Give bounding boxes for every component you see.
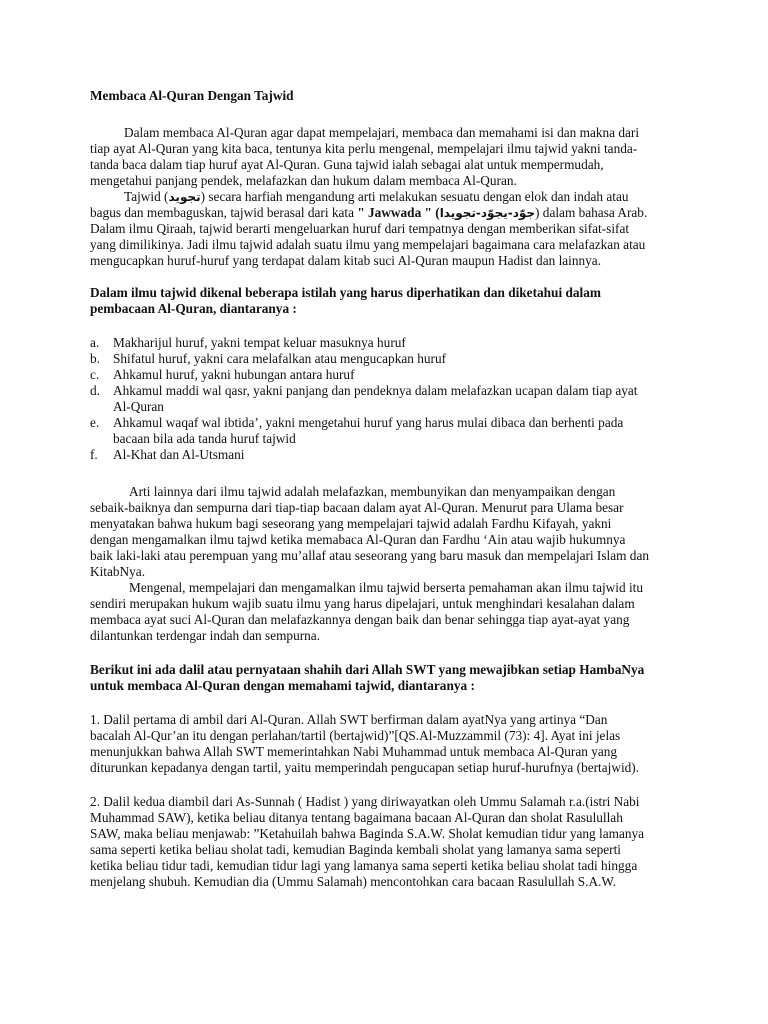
list-item-text: Al-Khat dan Al-Utsmani — [113, 447, 245, 462]
list-marker: e. — [90, 415, 100, 430]
document-page — [90, 88, 650, 890]
section-heading-dalil: Berikut ini ada dalil atau pernyataan shahih dari Allah SWT yang mewajibkan setiap HambaNya untuk membaca Al-Quran dengan memahami tajwid, diantaranya : — [90, 662, 645, 693]
body-paragraph-2: Mengenal, mempelajari dan mengamalkan ilmu tajwid berserta pemahaman akan ilmu tajwid itu sendiri merupakan hukum wajib suatu ilmu yang harus dipelajari, untuk menghindari kesalahan dalam membaca ayat suci Al-Quran dan melafazkannya dengan baik dan benar sehingga tiap ayat-ayat yang dilantunkan terdengar indah dan sempurna. — [90, 580, 643, 643]
list-marker: d. — [90, 383, 100, 398]
list-item — [90, 351, 650, 367]
intro-paragraph-1: Dalam membaca Al-Quran agar dapat mempelajari, membaca dan memahami isi dan makna dari tiap ayat Al-Quran yang kita baca, tentunya kita perlu mengenal, mempelajari ilmu tajwid yakni tanda-tanda baca dalam tiap huruf ayat Al-Quran. Guna tajwid ialah sebagai alat untuk mempermudah, mengetahui panjang pendek, melafazkan dan hukum dalam membaca Al-Quran. — [90, 125, 640, 188]
list-item-text: Ahkamul waqaf wal ibtida’, yakni mengetahui huruf yang harus mulai dibaca dan berhenti pada bacaan bila ada tanda huruf tajwid — [113, 415, 624, 446]
istilah-list — [90, 335, 650, 463]
document-title: Membaca Al-Quran Dengan Tajwid — [90, 88, 294, 103]
intro-paragraph-2 — [90, 189, 650, 269]
list-item-text: Makharijul huruf, yakni tempat keluar masuknya huruf — [113, 335, 406, 350]
list-item — [90, 447, 650, 463]
list-marker: c. — [90, 367, 100, 382]
list-item-text: Ahkamul maddi wal qasr, yakni panjang dan pendeknya dalam melafazkan ucapan dalam tiap ayat Al-Quran — [113, 383, 638, 414]
intro-p2-text-a: Tajwid ( — [124, 189, 169, 204]
list-item-text: Ahkamul huruf, yakni hubungan antara huruf — [113, 367, 355, 382]
list-item-text: Shifatul huruf, yakni cara melafalkan atau mengucapkan huruf — [113, 351, 447, 366]
intro-p2-jawwada: " Jawwada " ( — [357, 205, 440, 220]
intro-p2-text-c: ) dalam bahasa Arab. Dalam ilmu Qiraah, tajwid berarti mengeluarkan huruf dari tempatnya dengan memberikan sifat-sifat yang dimilikinya. Jadi ilmu tajwid adalah suatu ilmu yang mempelajari bagaimana cara melafazkan atau mengucapkan huruf-huruf yang terdapat dalam kitab suci Al-Quran maupun Hadist dan lainnya. — [90, 205, 648, 268]
section-heading-istilah: Dalam ilmu tajwid dikenal beberapa istilah yang harus diperhatikan dan diketahui dalam pembacaan Al-Quran, diantaranya : — [90, 285, 601, 316]
dalil-paragraph-1: 1. Dalil pertama di ambil dari Al-Quran. Allah SWT berfirman dalam ayatNya yang artinya “Dan bacalah Al-Qur’an itu dengan perlahan/tartil (bertajwid)”[QS.Al-Muzzammil (73): 4]. Ayat ini jelas menunjukkan bahwa Allah SWT memerintahkan Nabi Muhammad untuk membaca Al-Quran yang diturunkan kepadanya dengan tartil, yaitu memperindah pengucapan setiap huruf-hurufnya (bertajwid). — [90, 712, 640, 775]
dalil-paragraph-2: 2. Dalil kedua diambil dari As-Sunnah ( Hadist ) yang diriwayatkan oleh Ummu Salamah r.a.(istri Nabi Muhammad SAW), ketika beliau ditanya tentang bagaimana bacaan Al-Quran dan sholat Rasulullah SAW, maka beliau menjawab: ”Ketahuilah bahwa Baginda S.A.W. Sholat kemudian tidur yang lamanya sama seperti ketika beliau sholat tadi, kemudian Baginda kembali sholat yang lamanya sama seperti ketika beliau tidur tadi, kemudian tidur lagi yang lamanya sama seperti ketika beliau sholat tadi hingga menjelang shubuh. Kemudian dia (Ummu Salamah) mencontohkan cara bacaan Rasulullah S.A.W. — [90, 794, 645, 889]
arabic-tajwid: تجوید — [168, 190, 201, 204]
list-item — [90, 415, 650, 447]
arabic-jawwada: جوّد-يجوّد-تجويدا — [439, 206, 536, 220]
list-item — [90, 335, 650, 351]
list-marker: f. — [90, 447, 98, 462]
list-item — [90, 367, 650, 383]
list-marker: a. — [90, 335, 100, 350]
list-marker: b. — [90, 351, 100, 366]
intro-p2-text-b: ) secara harfiah mengandung arti melakukan sesuatu dengan elok dan indah atau bagus dan membaguskan, tajwid berasal dari kata — [90, 189, 629, 220]
body-paragraph-1: Arti lainnya dari ilmu tajwid adalah melafazkan, membunyikan dan menyampaikan dengan sebaik-baiknya dan sempurna dari tiap-tiap bacaan dalam ayat Al-Quran. Menurut para Ulama besar menyatakan bahwa hukum bagi seseorang yang mempelajari tajwid adalah Fardhu Kifayah, yakni dengan mengamalkan ilmu tajwd ketika memabaca Al-Quran dan Fardhu ‘Ain atau wajib hukumnya baik laki-laki atau perempuan yang mu’allaf atau seseorang yang baru masuk dan mempelajari Islam dan KitabNya. — [90, 484, 649, 579]
list-item — [90, 383, 650, 415]
